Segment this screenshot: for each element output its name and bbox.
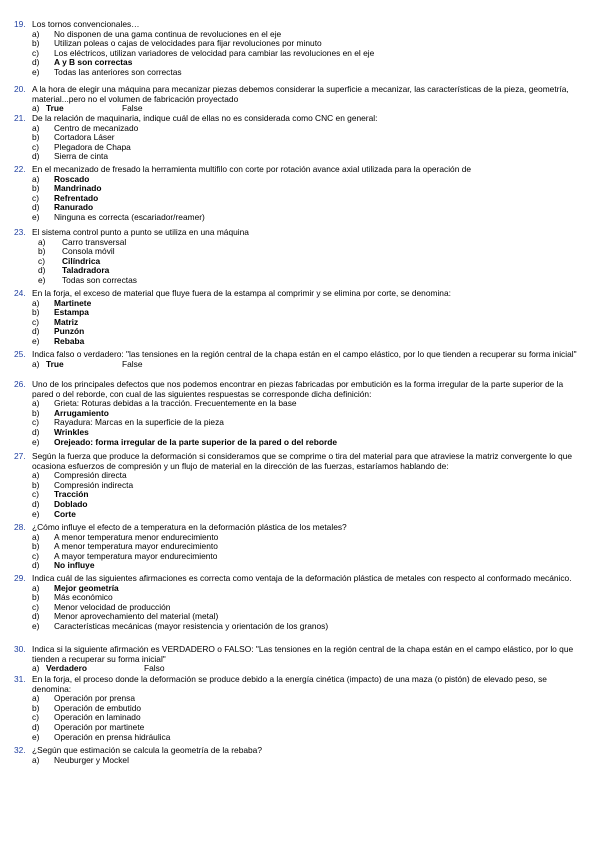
option-item	[32, 124, 586, 134]
question-number: 26.	[14, 379, 26, 389]
question-text: A la hora de elegir una máquina para mecanizar piezas debemos considerar la superficie a mecanizar, las características de la pieza, geometría, material...pero no el volumen de fabricación proyectado	[32, 84, 569, 104]
option-item	[32, 68, 586, 78]
option-letter: d)	[32, 57, 40, 68]
option-text: Operación en prensa hidráulica	[54, 731, 171, 742]
option-text: Carro transversal	[62, 236, 127, 247]
option-letter: b)	[32, 307, 40, 318]
option-item	[32, 552, 586, 562]
option-item	[32, 194, 586, 204]
option-item	[32, 584, 586, 594]
option-text: Operación por martinete	[54, 721, 145, 732]
option-item	[32, 327, 586, 337]
question-text: De la relación de maquinaria, indique cuál de ellas no es considerada como CNC en general:	[32, 113, 378, 123]
option-letter: e)	[32, 66, 40, 77]
option-item	[32, 561, 586, 571]
option-text: Centro de mecanizado	[54, 122, 139, 133]
question-text: Indica falso o verdadero: "las tensiones en la región central de la chapa están en el campo elástico, por lo que tienden a recuperar su forma inicial"	[32, 349, 577, 359]
option-letter: a)	[32, 754, 40, 765]
option-text: Estampa	[54, 307, 89, 318]
question-23	[14, 228, 586, 286]
option-item	[32, 733, 586, 743]
option-text: Tracción	[54, 489, 89, 500]
option-text: Operación por prensa	[54, 693, 136, 704]
option-letter: c)	[32, 417, 39, 428]
question-text: En el mecanizado de fresado la herramienta multifilo con corte por rotación avance axial utilizada para la operación de	[32, 164, 472, 174]
option-text: Operación de embutido	[54, 702, 142, 713]
option-letter: d)	[32, 426, 40, 437]
option-item	[32, 257, 586, 267]
true-false-letter: a)	[32, 103, 40, 114]
options-list	[32, 238, 586, 286]
question-text: El sistema control punto a punto se utiliza en una máquina	[32, 227, 249, 237]
option-text: Los eléctricos, utilizan variadores de velocidad para cambiar las revoluciones en el eje	[54, 47, 375, 58]
option-letter: d)	[32, 151, 40, 162]
option-letter: c)	[32, 601, 39, 612]
option-letter: b)	[32, 132, 40, 143]
option-text: Rebaba	[54, 335, 85, 346]
option-text: Punzón	[54, 326, 85, 337]
question-21	[14, 114, 586, 162]
option-text: Más económico	[54, 592, 113, 603]
options-list	[32, 533, 586, 571]
option-letter: e)	[32, 335, 40, 346]
option-letter: e)	[38, 274, 46, 285]
option-text: Operación en laminado	[54, 712, 141, 723]
options-list	[32, 399, 586, 447]
question-32	[14, 746, 586, 765]
question-text: Indica si la siguiente afirmación es VERDADERO o FALSO: "Las tensiones en la región central de la chapa están en el campo elástico, por lo que tienden a recuperar su forma inicial"	[32, 644, 574, 664]
question-text: Uno de los principales defectos que nos podemos encontrar en piezas fabricadas por embutición es la forma irregular de la parte superior de la pared o del reborde, con cual de las siguientes respuestas se corresponde dicha definición:	[32, 379, 564, 399]
question-27	[14, 452, 586, 519]
question-22	[14, 165, 586, 223]
option-text: Ninguna es correcta (escariador/reamer)	[54, 211, 205, 222]
option-text: Refrentado	[54, 192, 99, 203]
option-letter: c)	[32, 192, 39, 203]
option-item	[32, 337, 586, 347]
option-text: Sierra de cinta	[54, 151, 108, 162]
option-text: Menor velocidad de producción	[54, 601, 171, 612]
option-text: Arrugamiento	[54, 407, 109, 418]
option-letter: e)	[32, 731, 40, 742]
question-25	[14, 350, 586, 369]
question-text: Los tornos convencionales…	[32, 19, 140, 29]
option-letter: a)	[32, 398, 40, 409]
true-false-row	[32, 664, 586, 674]
option-text: Taladradora	[62, 265, 110, 276]
question-number: 23.	[14, 227, 26, 237]
option-letter: e)	[32, 620, 40, 631]
question-number: 19.	[14, 19, 26, 29]
option-letter: c)	[32, 489, 39, 500]
option-letter: a)	[32, 122, 40, 133]
option-item	[32, 213, 586, 223]
true-false-row	[32, 360, 586, 370]
true-false-letter: a)	[32, 358, 40, 369]
option-letter: b)	[32, 183, 40, 194]
question-number: 29.	[14, 573, 26, 583]
option-text: Roscado	[54, 173, 90, 184]
option-letter: d)	[32, 498, 40, 509]
question-text: Indica cuál de las siguientes afirmaciones es correcta como ventaja de la deformación plástica de metales con respecto al conformado mecánico.	[32, 573, 572, 583]
option-text: A menor temperatura mayor endurecimiento	[54, 541, 218, 552]
option-letter: b)	[32, 407, 40, 418]
options-list	[32, 694, 586, 742]
option-letter: a)	[32, 470, 40, 481]
question-30	[14, 645, 586, 674]
question-number: 30.	[14, 644, 26, 654]
question-text: ¿Cómo influye el efecto de a temperatura en la deformación plástica de los metales?	[32, 522, 347, 532]
option-letter: d)	[32, 721, 40, 732]
option-item	[32, 500, 586, 510]
false-option: Falso	[144, 663, 165, 674]
option-letter: b)	[32, 702, 40, 713]
option-text: Consola móvil	[62, 246, 115, 257]
option-text: A menor temperatura menor endurecimiento	[54, 531, 219, 542]
option-text: Todas son correctas	[62, 274, 137, 285]
option-text: Cilíndrica	[62, 255, 101, 266]
option-text: Ranurado	[54, 202, 94, 213]
option-item	[32, 510, 586, 520]
option-text: Rayadura: Marcas en la superficie de la pieza	[54, 417, 224, 428]
option-item	[32, 143, 586, 153]
option-item	[32, 247, 586, 257]
option-item	[32, 318, 586, 328]
option-letter: d)	[32, 202, 40, 213]
question-text: En la forja, el exceso de material que fluye fuera de la estampa al comprimir y se elimina por corte, se denomina:	[32, 288, 451, 298]
question-26	[14, 380, 586, 447]
option-letter: c)	[32, 550, 39, 561]
option-item	[32, 438, 586, 448]
options-list	[32, 175, 586, 223]
option-letter: a)	[32, 693, 40, 704]
question-19	[14, 20, 586, 78]
false-option: False	[122, 103, 143, 114]
option-letter: a)	[32, 173, 40, 184]
option-letter: b)	[38, 246, 46, 257]
true-option: True	[46, 103, 64, 114]
option-text: A y B son correctas	[54, 57, 133, 68]
option-letter: a)	[32, 582, 40, 593]
option-item	[32, 756, 586, 766]
option-letter: d)	[32, 326, 40, 337]
question-31	[14, 675, 586, 742]
option-text: Utilizan poleas o cajas de velocidades para fijar revoluciones por minuto	[54, 38, 322, 49]
option-letter: e)	[32, 211, 40, 222]
option-item	[32, 418, 586, 428]
option-letter: c)	[32, 712, 39, 723]
option-letter: a)	[32, 531, 40, 542]
question-number: 28.	[14, 522, 26, 532]
option-text: Orejeado: forma irregular de la parte superior de la pared o del reborde	[54, 436, 337, 447]
option-text: Compresión directa	[54, 470, 127, 481]
question-number: 25.	[14, 349, 26, 359]
true-option: True	[46, 358, 64, 369]
option-text: Grieta: Roturas debidas a la tracción. Frecuentemente en la base	[54, 398, 297, 409]
option-item	[32, 152, 586, 162]
true-option: Verdadero	[46, 663, 87, 674]
option-letter: e)	[32, 508, 40, 519]
option-text: A mayor temperatura mayor endurecimiento	[54, 550, 218, 561]
option-letter: d)	[32, 611, 40, 622]
option-text: Corte	[54, 508, 76, 519]
options-list	[32, 471, 586, 519]
question-text: ¿Según que estimación se calcula la geometría de la rebaba?	[32, 745, 262, 755]
option-item	[32, 481, 586, 491]
option-letter: a)	[38, 236, 46, 247]
option-letter: a)	[32, 28, 40, 39]
option-text: No influye	[54, 560, 95, 571]
question-number: 24.	[14, 288, 26, 298]
option-letter: d)	[38, 265, 46, 276]
option-text: Menor aprovechamiento del material (metal)	[54, 611, 219, 622]
option-letter: a)	[32, 297, 40, 308]
option-text: Todas las anteriores son correctas	[54, 66, 182, 77]
option-text: Matriz	[54, 316, 79, 327]
question-number: 27.	[14, 451, 26, 461]
option-letter: d)	[32, 560, 40, 571]
question-number: 21.	[14, 113, 26, 123]
option-letter: c)	[38, 255, 45, 266]
option-letter: e)	[32, 436, 40, 447]
option-text: Compresión indirecta	[54, 479, 134, 490]
option-text: Plegadora de Chapa	[54, 141, 131, 152]
question-28	[14, 523, 586, 571]
option-letter: c)	[32, 141, 39, 152]
option-text: No disponen de una gama continua de revoluciones en el eje	[54, 28, 282, 39]
false-option: False	[122, 358, 143, 369]
option-text: Neuburger y Mockel	[54, 754, 129, 765]
option-text: Doblado	[54, 498, 88, 509]
option-text: Cortadora Láser	[54, 132, 115, 143]
options-list	[32, 124, 586, 162]
option-item	[32, 238, 586, 248]
option-item	[32, 308, 586, 318]
option-text: Wrinkles	[54, 426, 89, 437]
options-list	[32, 756, 586, 766]
options-list	[32, 299, 586, 347]
option-item	[32, 299, 586, 309]
question-text: Según la fuerza que produce la deformación si consideramos que se comprime o tira del material para que atraviese la matriz convergente lo que ocasiona esfuerzos de compresión y un flujo de material en la dirección de las fuerzas, estaríamos hablando de:	[32, 451, 573, 471]
option-text: Características mecánicas (mayor resistencia y orientación de los granos)	[54, 620, 329, 631]
option-letter: c)	[32, 316, 39, 327]
option-item	[32, 276, 586, 286]
option-letter: b)	[32, 479, 40, 490]
option-text: Martinete	[54, 297, 92, 308]
option-item	[32, 622, 586, 632]
question-number: 31.	[14, 674, 26, 684]
option-letter: b)	[32, 38, 40, 49]
question-29	[14, 574, 586, 632]
option-item	[32, 490, 586, 500]
true-false-letter: a)	[32, 663, 40, 674]
question-text: En la forja, el proceso donde la deformación se produce debido a la energía cinética (impacto) de una maza (o pistón) de elevado peso, se denomina:	[32, 674, 547, 694]
option-item	[32, 399, 586, 409]
options-list	[32, 30, 586, 78]
option-text: Mandrinado	[54, 183, 102, 194]
question-20	[14, 85, 586, 114]
question-number: 20.	[14, 84, 26, 94]
option-letter: b)	[32, 541, 40, 552]
options-list	[32, 584, 586, 632]
option-item	[32, 184, 586, 194]
option-text: Mejor geometría	[54, 582, 119, 593]
option-item	[32, 175, 586, 185]
question-number: 32.	[14, 745, 26, 755]
question-number: 22.	[14, 164, 26, 174]
option-letter: b)	[32, 592, 40, 603]
question-24	[14, 289, 586, 347]
option-letter: c)	[32, 47, 39, 58]
